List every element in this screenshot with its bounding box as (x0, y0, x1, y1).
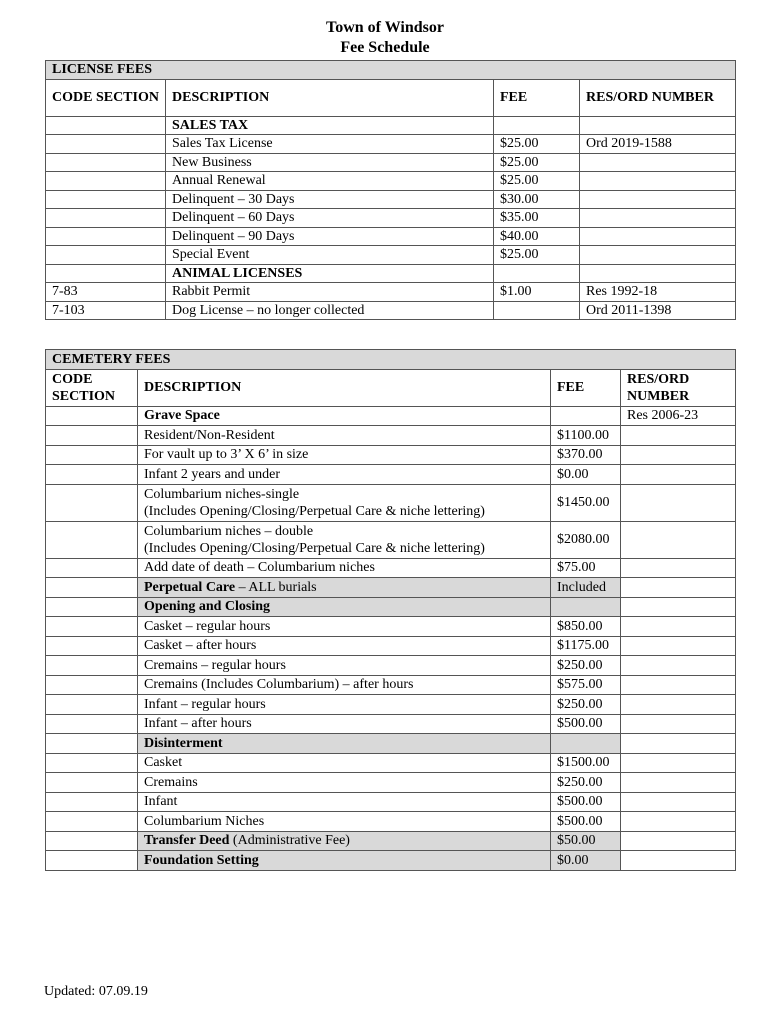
cell-fee: $35.00 (494, 209, 580, 228)
cemetery-section-title: CEMETERY FEES (46, 350, 736, 370)
cell-desc (138, 695, 551, 715)
cell-fee: $850.00 (551, 617, 621, 637)
cell-fee: $2080.00 (551, 521, 621, 558)
desc-text: Infant (144, 794, 178, 810)
cell-desc (138, 465, 551, 485)
cell-fee: $25.00 (494, 153, 580, 172)
cell-fee (494, 264, 580, 283)
cell-fee: $1450.00 (551, 484, 621, 521)
cell-ord (621, 675, 736, 695)
cell-code (46, 753, 138, 773)
license-fees-table (45, 60, 736, 320)
cell-ord (580, 116, 736, 135)
col-res-ord: RES/ORD NUMBER (580, 79, 736, 116)
desc-text: (Administrative Fee) (229, 833, 350, 849)
desc-text: Cremains (Includes Columbarium) – after hours (144, 677, 414, 693)
table-row (46, 656, 736, 676)
cell-ord (621, 792, 736, 812)
cell-code (46, 558, 138, 578)
cell-fee: $30.00 (494, 190, 580, 209)
desc-bold: Perpetual Care (144, 579, 236, 595)
table-row (46, 153, 736, 172)
desc-bold: Grave Space (144, 408, 220, 424)
cell-ord (580, 209, 736, 228)
cell-ord: Ord 2019-1588 (580, 135, 736, 154)
table-row (46, 617, 736, 637)
cell-code (46, 812, 138, 832)
cell-desc: ANIMAL LICENSES (166, 264, 494, 283)
cell-desc (138, 617, 551, 637)
cell-ord (621, 812, 736, 832)
desc-text: Infant – after hours (144, 716, 252, 732)
table-row (46, 851, 736, 871)
cell-code (46, 695, 138, 715)
table-row (46, 714, 736, 734)
cell-desc (138, 831, 551, 851)
desc-text: Add date of death – Columbarium niches (144, 560, 375, 576)
desc-bold: Transfer Deed (144, 833, 230, 849)
cell-fee: $0.00 (551, 851, 621, 871)
cell-fee: $1500.00 (551, 753, 621, 773)
cell-ord (621, 831, 736, 851)
cell-fee: $500.00 (551, 792, 621, 812)
cell-fee: $250.00 (551, 773, 621, 793)
cell-code (46, 773, 138, 793)
cell-code (46, 264, 166, 283)
table-row (46, 465, 736, 485)
cell-code (46, 153, 166, 172)
cell-fee: $1175.00 (551, 636, 621, 656)
col-code-section: CODE SECTION (46, 79, 166, 116)
cell-ord (580, 246, 736, 265)
desc-text: Infant – regular hours (144, 696, 266, 712)
cell-desc (138, 714, 551, 734)
cell-ord (621, 695, 736, 715)
table-row (46, 283, 736, 302)
cell-ord (621, 773, 736, 793)
table-row (46, 426, 736, 446)
cell-ord (580, 227, 736, 246)
cell-code (46, 521, 138, 558)
col-description: DESCRIPTION (138, 369, 551, 406)
cell-ord (621, 753, 736, 773)
cell-code (46, 116, 166, 135)
cell-desc (138, 484, 551, 521)
cell-code (46, 734, 138, 754)
cell-fee: $370.00 (551, 445, 621, 465)
table-row (46, 301, 736, 320)
desc-bold: Disinterment (144, 735, 223, 751)
desc-text: For vault up to 3’ X 6’ in size (144, 447, 309, 463)
updated-date: Updated: 07.09.19 (44, 984, 148, 999)
table-row (46, 246, 736, 265)
cell-ord (621, 597, 736, 617)
desc-text: Resident/Non-Resident (144, 427, 275, 443)
table-row (46, 675, 736, 695)
cell-fee: Included (551, 578, 621, 598)
cell-ord (621, 578, 736, 598)
cell-desc (138, 734, 551, 754)
cell-ord (580, 153, 736, 172)
license-section-title: LICENSE FEES (46, 61, 736, 80)
cell-code (46, 656, 138, 676)
desc-bold: Foundation Setting (144, 852, 259, 868)
cell-fee (551, 734, 621, 754)
col-fee: FEE (494, 79, 580, 116)
cell-desc: Delinquent – 90 Days (166, 227, 494, 246)
cell-desc (138, 597, 551, 617)
table-row (46, 831, 736, 851)
table-row (46, 558, 736, 578)
cell-desc (138, 406, 551, 426)
table-row (46, 116, 736, 135)
cell-desc (138, 521, 551, 558)
cell-code (46, 246, 166, 265)
cell-desc (138, 792, 551, 812)
cell-code (46, 209, 166, 228)
cell-ord: Res 1992-18 (580, 283, 736, 302)
table-row (46, 636, 736, 656)
cell-fee: $1100.00 (551, 426, 621, 446)
cemetery-fees-table (45, 349, 736, 871)
cell-code: 7-83 (46, 283, 166, 302)
cell-fee (494, 116, 580, 135)
cell-desc: SALES TAX (166, 116, 494, 135)
table-row (46, 578, 736, 598)
cell-code (46, 484, 138, 521)
license-column-header (46, 79, 736, 116)
table-row (46, 792, 736, 812)
cell-desc: Annual Renewal (166, 172, 494, 191)
cell-desc: Rabbit Permit (166, 283, 494, 302)
cell-desc: Delinquent – 60 Days (166, 209, 494, 228)
table-row (46, 227, 736, 246)
cell-code (46, 190, 166, 209)
cell-code (46, 426, 138, 446)
table-row (46, 734, 736, 754)
desc-subtext: (Includes Opening/Closing/Perpetual Care & niche lettering) (144, 503, 485, 519)
cell-code (46, 227, 166, 246)
col-fee: FEE (551, 369, 621, 406)
cell-code (46, 406, 138, 426)
schedule-name: Fee Schedule (340, 39, 430, 56)
cell-code (46, 445, 138, 465)
table-row (46, 445, 736, 465)
desc-text: Columbarium niches – double (144, 523, 314, 539)
cell-code (46, 617, 138, 637)
cell-code (46, 172, 166, 191)
table-row (46, 484, 736, 521)
cell-fee (551, 406, 621, 426)
cell-code (46, 714, 138, 734)
desc-text: Infant 2 years and under (144, 466, 281, 482)
table-row (46, 406, 736, 426)
cell-fee: $0.00 (551, 465, 621, 485)
table-row (46, 135, 736, 154)
table-row (46, 190, 736, 209)
cell-desc (138, 578, 551, 598)
cell-fee: $75.00 (551, 558, 621, 578)
cell-desc: Sales Tax License (166, 135, 494, 154)
desc-text: Casket – after hours (144, 638, 257, 654)
cell-fee: $250.00 (551, 695, 621, 715)
desc-text: Casket (144, 755, 183, 771)
table-row (46, 812, 736, 832)
cell-desc (138, 445, 551, 465)
cell-desc (138, 753, 551, 773)
cell-code (46, 675, 138, 695)
cell-desc: Special Event (166, 246, 494, 265)
cell-ord (621, 636, 736, 656)
cemetery-section-header (46, 350, 736, 370)
cell-desc (138, 851, 551, 871)
cell-code (46, 831, 138, 851)
table-row (46, 597, 736, 617)
desc-bold: Opening and Closing (144, 599, 271, 615)
cell-code (46, 792, 138, 812)
document-title (0, 18, 770, 58)
desc-text: Columbarium Niches (144, 813, 265, 829)
cell-ord (580, 172, 736, 191)
cell-fee: $50.00 (551, 831, 621, 851)
cell-desc: New Business (166, 153, 494, 172)
cell-fee: $500.00 (551, 714, 621, 734)
cell-ord (621, 426, 736, 446)
col-description: DESCRIPTION (166, 79, 494, 116)
cell-code (46, 465, 138, 485)
table-row (46, 753, 736, 773)
cell-fee: $500.00 (551, 812, 621, 832)
cell-ord (621, 656, 736, 676)
cell-desc: Dog License – no longer collected (166, 301, 494, 320)
cell-ord (580, 190, 736, 209)
desc-text: Cremains (144, 774, 198, 790)
desc-text: Cremains – regular hours (144, 657, 286, 673)
cell-ord (621, 714, 736, 734)
cell-fee: $1.00 (494, 283, 580, 302)
cell-fee: $25.00 (494, 172, 580, 191)
cell-ord (621, 617, 736, 637)
cell-ord: Res 2006-23 (621, 406, 736, 426)
cell-desc: Delinquent – 30 Days (166, 190, 494, 209)
cell-ord (580, 264, 736, 283)
cell-desc (138, 636, 551, 656)
cemetery-column-header (46, 369, 736, 406)
cell-code (46, 597, 138, 617)
cell-ord (621, 851, 736, 871)
desc-text: – ALL burials (235, 579, 317, 595)
desc-text: Columbarium niches-single (144, 486, 300, 502)
cell-fee: $25.00 (494, 135, 580, 154)
town-name: Town of Windsor (326, 19, 444, 36)
cell-fee: $575.00 (551, 675, 621, 695)
cell-fee: $250.00 (551, 656, 621, 676)
cell-fee (551, 597, 621, 617)
table-row (46, 209, 736, 228)
cell-fee: $40.00 (494, 227, 580, 246)
cell-desc (138, 675, 551, 695)
cell-code (46, 578, 138, 598)
desc-text: Casket – regular hours (144, 618, 271, 634)
table-row (46, 521, 736, 558)
cell-code (46, 851, 138, 871)
license-section-header (46, 61, 736, 80)
cell-desc (138, 558, 551, 578)
cell-ord (621, 734, 736, 754)
cell-fee: $25.00 (494, 246, 580, 265)
cell-desc (138, 656, 551, 676)
cell-ord (621, 558, 736, 578)
cell-desc (138, 812, 551, 832)
table-row (46, 264, 736, 283)
cell-ord (621, 445, 736, 465)
cell-code (46, 636, 138, 656)
cell-ord (621, 521, 736, 558)
cell-ord (621, 465, 736, 485)
col-code-section: CODE SECTION (46, 369, 138, 406)
cell-fee (494, 301, 580, 320)
desc-subtext: (Includes Opening/Closing/Perpetual Care & niche lettering) (144, 540, 485, 556)
cell-code (46, 135, 166, 154)
cell-desc (138, 773, 551, 793)
col-res-ord: RES/ORD NUMBER (621, 369, 736, 406)
cell-desc (138, 426, 551, 446)
table-row (46, 773, 736, 793)
cell-code: 7-103 (46, 301, 166, 320)
table-row (46, 172, 736, 191)
table-row (46, 695, 736, 715)
cell-ord: Ord 2011-1398 (580, 301, 736, 320)
cell-ord (621, 484, 736, 521)
